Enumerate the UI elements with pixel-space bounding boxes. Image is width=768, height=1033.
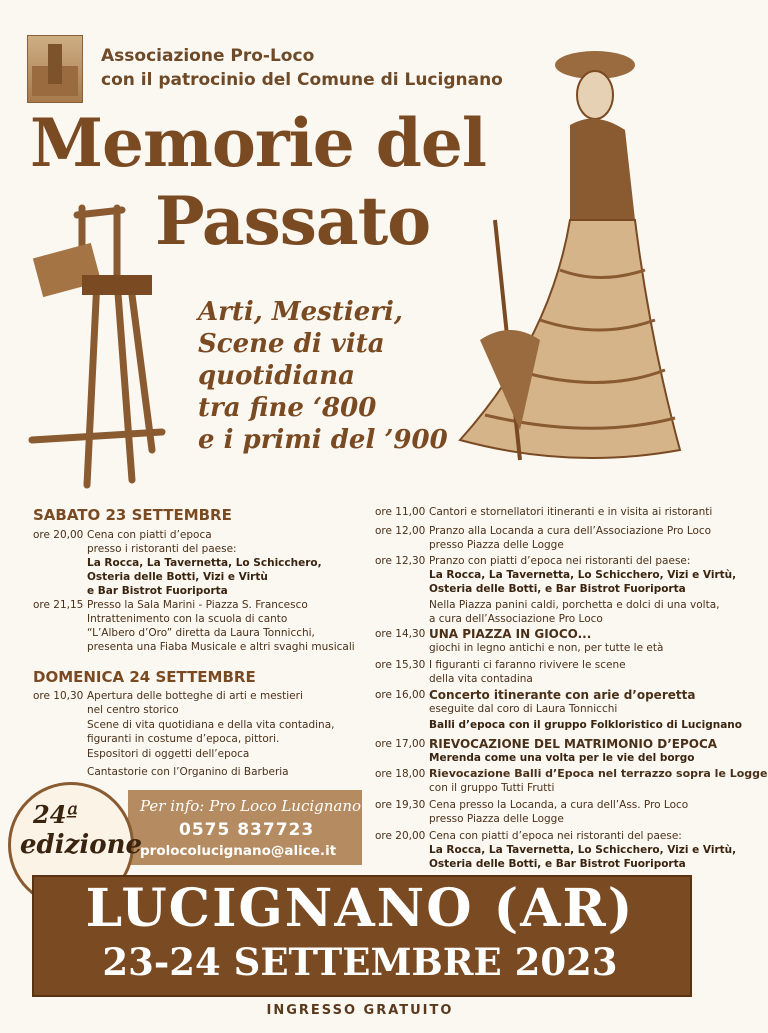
event-time: ore 18,00 [375,768,426,780]
event-text: Cantastorie con l’Organino di Barberia [87,766,289,778]
event-title: Concerto itinerante con arie d’operetta [429,688,696,702]
event-text: Scene di vita quotidiana e della vita contadina, [87,719,335,731]
event-venues: La Rocca, La Tavernetta, Lo Schicchero, Vizi e Virtù, [429,844,737,856]
sunday-heading: DOMENICA 24 SETTEMBRE [33,668,256,686]
event-time: ore 20,00 [375,830,426,842]
edition-number: 24ª [33,800,79,829]
event-venues: Osteria delle Botti, e Bar Bistrot Fuoriporta [429,583,686,595]
event-dates: 23-24 SETTEMBRE 2023 [102,940,618,984]
victorian-lady-illustration [420,40,690,480]
event-venues: La Rocca, La Tavernetta, Lo Schicchero, Vizi e Virtù, [429,569,737,581]
event-text: Cena presso la Locanda, a cura dell’Ass. Pro Loco [429,799,689,811]
event-text: Presso la Sala Marini - Piazza S. Francesco [87,599,308,611]
subtitle-line: tra fine ‘800 [198,393,377,423]
event-time: ore 21,15 [33,599,84,611]
event-time: ore 19,30 [375,799,426,811]
event-subtitle [198,296,448,456]
event-venues: Osteria delle Botti, e Bar Bistrot Fuoriporta [429,858,686,870]
event-text: Nella Piazza panini caldi, porchetta e dolci di una volta, [429,599,720,611]
subtitle-line: e i primi del ’900 [198,425,448,455]
event-text: figuranti in costume d’epoca, pittori. [87,733,280,745]
saturday-heading: SABATO 23 SETTEMBRE [33,506,232,524]
event-title: UNA PIAZZA IN GIOCO... [429,627,592,641]
event-text: con il gruppo Tutti Frutti [429,782,555,794]
event-text: Balli d’epoca con il gruppo Folkloristico di Lucignano [429,719,742,731]
event-text: nel centro storico [87,704,179,716]
event-text: I figuranti ci faranno rivivere le scene [429,659,626,671]
info-label: Per info: Pro Loco Lucignano [140,797,362,815]
event-text: presso Piazza delle Logge [429,539,564,551]
spinning-wheel-illustration [22,200,182,490]
event-text: presso Piazza delle Logge [429,813,564,825]
event-time: ore 12,00 [375,525,426,537]
event-time: ore 11,00 [375,506,426,518]
event-time: ore 14,30 [375,628,426,640]
title-line-1: Memorie del [30,104,486,182]
patronage-line: con il patrocinio del Comune di Lucignano [101,70,503,90]
event-time: ore 17,00 [375,738,426,750]
event-title: RIEVOCAZIONE DEL MATRIMONIO D’EPOCA [429,737,718,751]
event-text: Intrattenimento con la scuola di canto [87,613,288,625]
event-time: ore 20,00 [33,529,84,541]
event-text: “L’Albero d’Oro” diretta da Laura Tonnicchi, [87,627,315,639]
event-text: della vita contadina [429,673,533,685]
event-text: Pranzo alla Locanda a cura dell’Associazione Pro Loco [429,525,712,537]
event-text: Cena con piatti d’epoca [87,529,212,541]
subtitle-line: Arti, Mestieri, [198,297,403,327]
event-text: Pranzo con piatti d’epoca nei ristoranti del paese: [429,555,691,567]
event-title: Rievocazione Balli d’Epoca nel terrazzo sopra le Logge [429,767,768,780]
title-line-2: Passato [155,182,431,260]
free-entry-note: INGRESSO GRATUITO [266,1003,454,1018]
event-time: ore 10,30 [33,690,84,702]
email-address[interactable]: prolocolucignano@alice.it [140,843,337,859]
subtitle-line: Scene di vita [198,329,385,359]
phone-number[interactable]: 0575 837723 [179,820,315,840]
event-time: ore 12,30 [375,555,426,567]
subtitle-line: quotidiana [198,361,355,391]
event-text: presenta una Fiaba Musicale e altri svaghi musicali [87,641,355,653]
event-text: Espositori di oggetti dell’epoca [87,748,250,760]
event-text: a cura dell’Associazione Pro Loco [429,613,603,625]
event-text: eseguite dal coro di Laura Tonnicchi [429,703,618,715]
event-text: Merenda come una volta per le vie del borgo [429,752,695,764]
town-name: LUCIGNANO (AR) [85,878,635,939]
association-name: Associazione Pro-Loco [101,46,315,66]
event-text: presso i ristoranti del paese: [87,543,237,555]
event-text: Apertura delle botteghe di arti e mestieri [87,690,303,702]
event-venues: La Rocca, La Tavernetta, Lo Schicchero, [87,557,322,569]
event-text: Cena con piatti d’epoca nei ristoranti del paese: [429,830,682,842]
event-venues: e Bar Bistrot Fuoriporta [87,585,228,597]
event-text: giochi in legno antichi e non, per tutte le età [429,642,664,654]
castle-thumbnail [27,35,83,103]
event-venues: Osteria delle Botti, Vizi e Virtù [87,571,268,583]
edition-label: edizione [20,830,143,860]
event-time: ore 16,00 [375,689,426,701]
event-time: ore 15,30 [375,659,426,671]
event-text: Cantori e stornellatori itineranti e in visita ai ristoranti [429,506,713,518]
